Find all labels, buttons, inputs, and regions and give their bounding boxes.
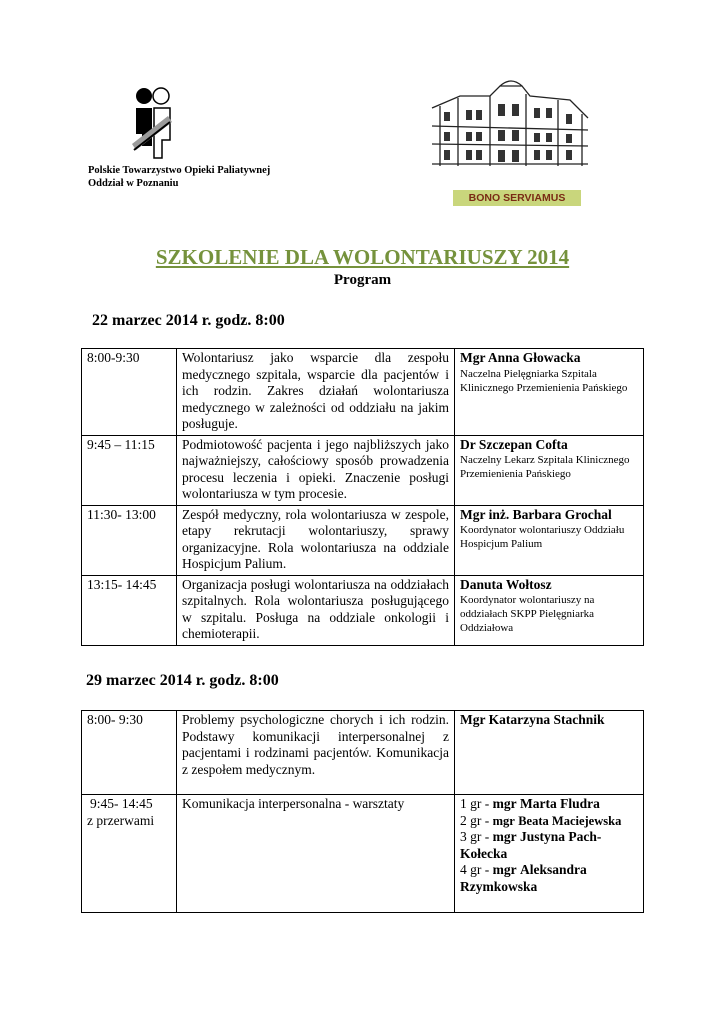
topic-cell: Podmiotowość pacjenta i jego najbliższych jako najważniejszy, całościowy sposób prowadzenia procesu leczenia i opieki. Znaczenie posługi wolontariusza w tym procesie. <box>177 435 455 505</box>
speaker-role: Koordynator wolontariuszy Oddziału Hospicjum Palium <box>460 524 625 550</box>
group-leader: Beata Maciejewska <box>518 813 622 828</box>
group-title: mgr <box>492 796 517 811</box>
group-leader: Aleksandra Rzymkowska <box>460 862 587 894</box>
speaker-name: Mgr inż. Barbara Grochal <box>460 506 612 522</box>
speaker-cell <box>455 795 644 913</box>
day1-date-heading: 22 marzec 2014 r. godz. 8:00 <box>92 312 285 329</box>
group-prefix: 1 gr - <box>460 796 493 811</box>
table-row <box>82 711 644 795</box>
day2-schedule-table <box>81 710 644 913</box>
time-line-2: z przerwami <box>87 812 155 828</box>
speaker-role: Naczelna Pielęgniarka Szpitala Klinicznego Przemienienia Pańskiego <box>460 367 628 394</box>
group-leader: Marta Fludra <box>520 796 600 811</box>
table-row <box>82 575 644 645</box>
speaker-name: Mgr Anna Głowacka <box>460 350 581 365</box>
topic-cell: Komunikacja interpersonalna - warsztaty <box>177 795 455 913</box>
group-line <box>460 813 638 830</box>
speaker-name: Danuta Wołtosz <box>460 576 552 592</box>
topic-cell: Zespół medyczny, rola wolontariusza w zespole, etapy rekrutacji wolontariuszy, sprawy organizacyjne. Rola wolontariusza na oddziale Hospicjum Palium. <box>177 505 455 575</box>
group-title: mgr <box>492 813 515 828</box>
topic-cell: Wolontariusz jako wsparcie dla zespołu medycznego szpitala, wsparcie dla pacjentów i ich rodzin. Zakres działań wolontariusza medycznego w zależności od oddziału na jakim posługuje. <box>177 349 455 436</box>
topic-cell: Problemy psychologiczne chorych i ich rodzin. Podstawy komunikacji interpersonalnej z pacjentami i rodzinami pacjentów. Komunikacja z zespołem medycznym. <box>177 711 455 795</box>
org-line-2: Oddział w Poznaniu <box>88 178 179 189</box>
org-line-1: Polskie Towarzystwo Opieki Paliatywnej <box>88 165 271 176</box>
speaker-role: Koordynator wolontariuszy na oddziałach SKPP Pielęgniarka Oddziałowa <box>460 594 595 634</box>
speaker-cell <box>455 505 644 575</box>
group-prefix: 4 gr - <box>460 862 493 877</box>
group-line <box>460 862 638 895</box>
day1-schedule-table <box>81 348 644 646</box>
speaker-cell <box>455 575 644 645</box>
group-line <box>460 796 638 813</box>
group-leader: Justyna Pach-Kołecka <box>460 829 602 861</box>
table-row <box>82 349 644 436</box>
organization-name <box>88 164 270 190</box>
speaker-cell <box>455 711 644 795</box>
speaker-cell <box>455 435 644 505</box>
day2-date-heading: 29 marzec 2014 r. godz. 8:00 <box>86 672 279 689</box>
time-cell: 8:00-9:30 <box>82 349 177 436</box>
group-prefix: 2 gr - <box>460 812 493 828</box>
time-line-1: 9:45- 14:45 <box>90 796 153 811</box>
hospital-building-icon <box>430 78 590 173</box>
group-line <box>460 829 638 862</box>
group-title: mgr <box>492 829 517 844</box>
time-cell: 9:45 – 11:15 <box>82 435 177 505</box>
ptop-logo-icon <box>128 86 178 166</box>
table-row <box>82 435 644 505</box>
motto-banner: BONO SERVIAMUS <box>453 190 581 206</box>
time-cell: 8:00- 9:30 <box>82 711 177 795</box>
group-title: mgr <box>492 862 517 877</box>
page-subtitle: Program <box>333 272 392 288</box>
time-cell: 11:30- 13:00 <box>82 505 177 575</box>
table-row <box>82 505 644 575</box>
speaker-name: Dr Szczepan Cofta <box>460 436 568 452</box>
speaker-cell <box>455 349 644 436</box>
page-title: SZKOLENIE DLA WOLONTARIUSZY 2014 <box>155 245 570 269</box>
group-prefix: 3 gr - <box>460 829 493 844</box>
time-cell <box>82 795 177 913</box>
speaker-name: Mgr Katarzyna Stachnik <box>460 712 605 727</box>
topic-cell: Organizacja posługi wolontariusza na oddziałach szpitalnych. Rola wolontariusza posługującego w szpitalu. Posługa na oddziale onkologii i chemioterapii. <box>177 575 455 645</box>
time-cell: 13:15- 14:45 <box>82 575 177 645</box>
speaker-role: Naczelny Lekarz Szpitala Klinicznego Przemienienia Pańskiego <box>460 454 630 480</box>
table-row <box>82 795 644 913</box>
